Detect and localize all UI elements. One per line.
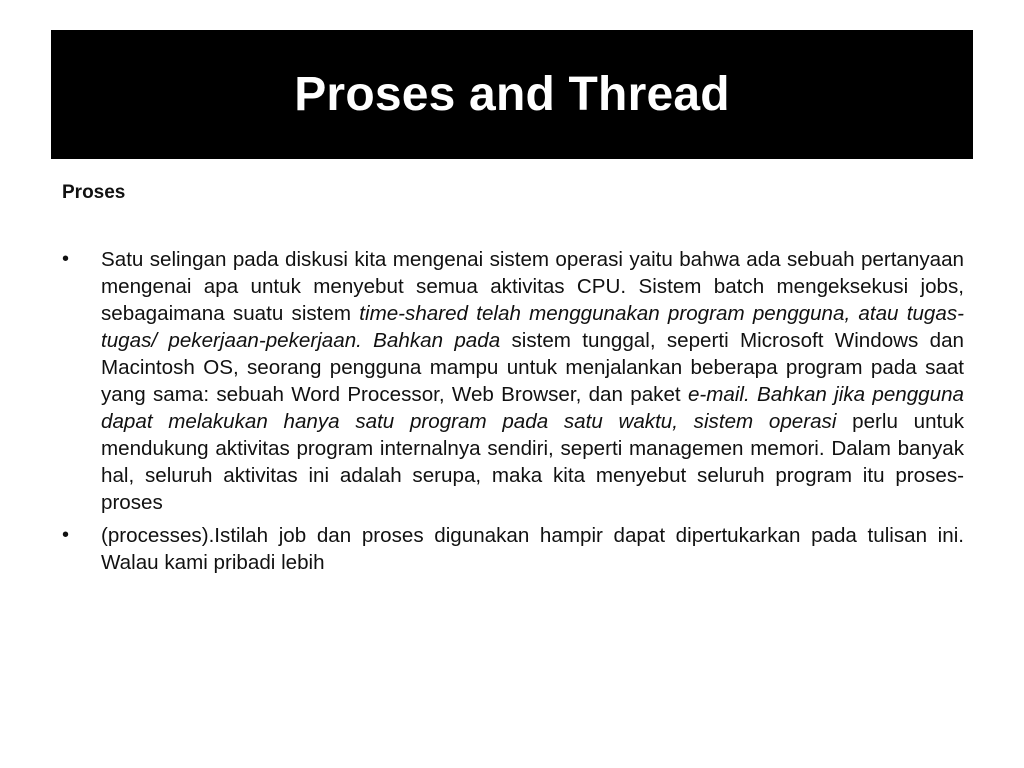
bullet-item bbox=[62, 246, 964, 516]
italic-segment: e-mail. Bahkan jika pengguna dapat melakukan hanya satu program pada satu waktu, sistem operasi bbox=[101, 383, 964, 433]
slide-title: Proses and Thread bbox=[294, 67, 730, 121]
text-segment: sistem tunggal, seperti Microsoft Windows dan Macintosh OS, seorang pengguna mampu untuk menjalankan beberapa program pada saat yang sama: sebuah Word Processor, Web Browser, dan paket bbox=[101, 329, 965, 406]
text-segment: (processes).Istilah job dan proses digunakan hampir dapat dipertukarkan pada tulisan ini. Walau kami pribadi lebih bbox=[101, 524, 964, 574]
text-segment: Satu selingan pada diskusi kita mengenai sistem operasi yaitu bahwa ada sebuah pertanyaan mengenai apa untuk menyebut semua aktivitas CPU. Sistem batch mengeksekusi jobs, sebagaimana suatu sistem bbox=[101, 248, 964, 325]
bullet-list bbox=[62, 246, 964, 582]
bullet-icon: • bbox=[62, 248, 70, 270]
bullet-text bbox=[101, 524, 964, 574]
section-heading: Proses bbox=[62, 182, 126, 203]
bullet-item bbox=[62, 522, 964, 576]
title-bar bbox=[51, 30, 973, 159]
bullet-icon: • bbox=[62, 524, 70, 546]
italic-segment: time-shared telah menggunakan program pengguna, atau tugas-tugas/ pekerjaan-pekerjaan. Bahkan pada bbox=[101, 302, 964, 352]
text-segment: perlu untuk mendukung aktivitas program internalnya sendiri, seperti managemen memori. Dalam banyak hal, seluruh aktivitas ini adalah serupa, maka kita menyebut seluruh program itu proses-proses bbox=[101, 410, 964, 514]
bullet-text bbox=[101, 248, 964, 514]
